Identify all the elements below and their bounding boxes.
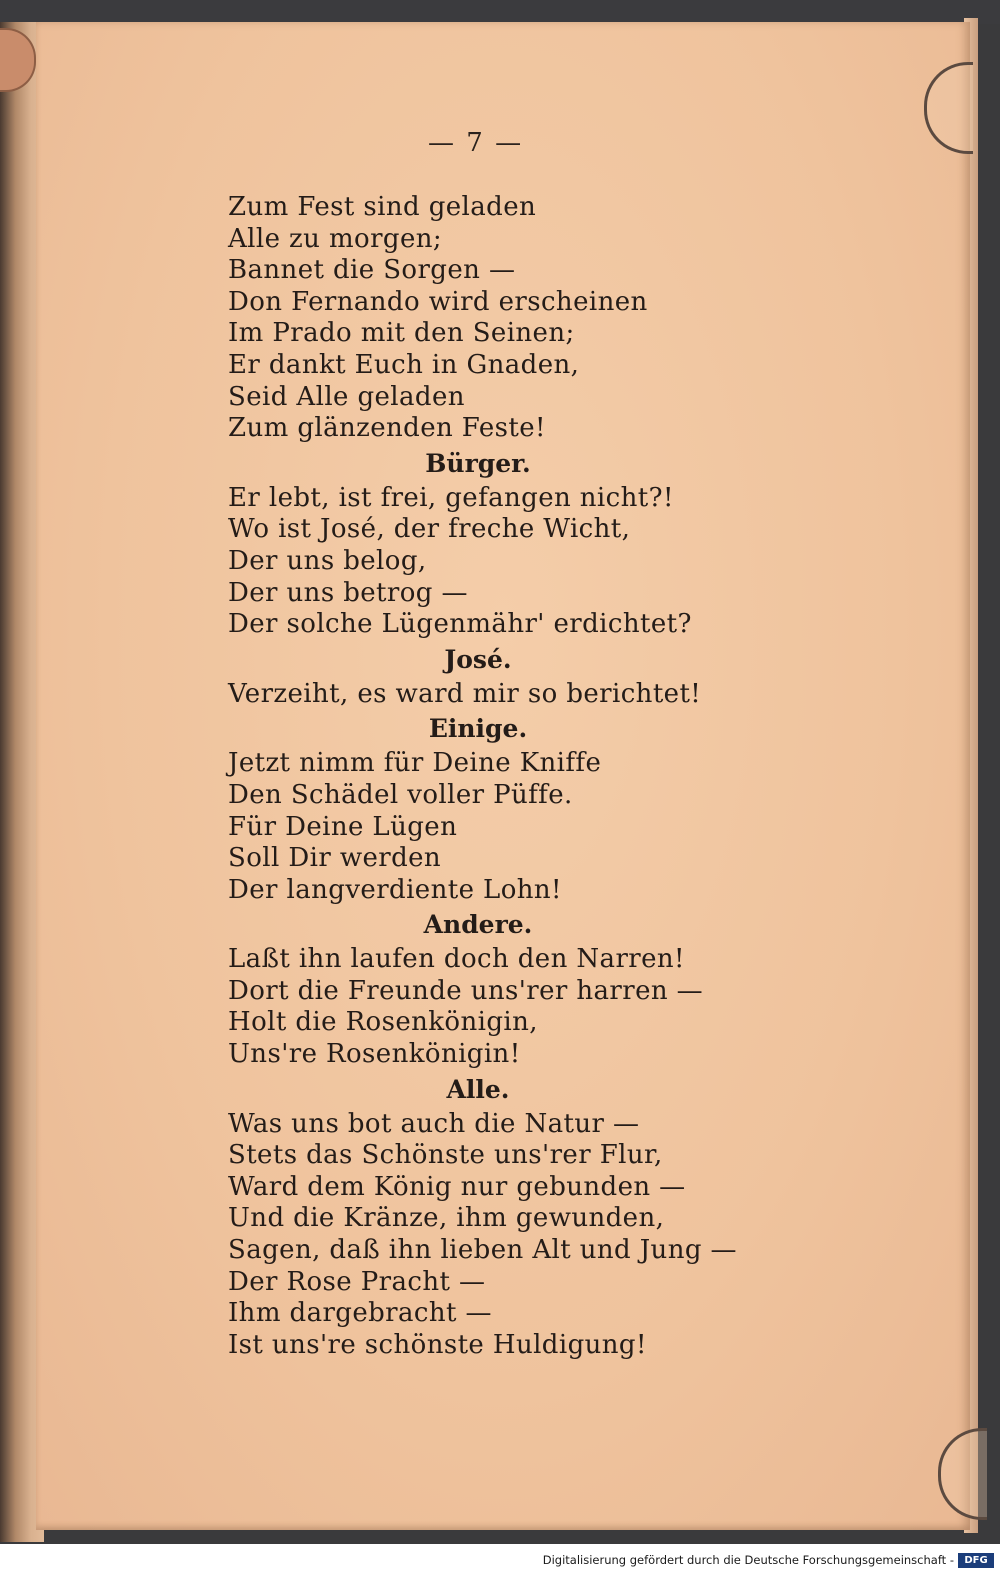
verse-line: Dort die Freunde uns'rer harren — — [228, 975, 704, 1006]
verse-line: Ihm dargebracht — — [228, 1298, 492, 1329]
verse-line: Verzeiht, es ward mir so berichtet! — [228, 678, 702, 709]
verse-line: Der langverdiente Lohn! — [228, 874, 562, 905]
verse-line: Sagen, daß ihn lieben Alt und Jung — — [228, 1235, 737, 1266]
verse-line: Laßt ihn laufen doch den Narren! — [228, 944, 685, 975]
verse-line: Seid Alle geladen — [228, 381, 465, 412]
verse-line: Bannet die Sorgen — — [228, 255, 516, 286]
verse-line: Der uns belog, — [228, 545, 427, 576]
speaker-heading-andere: Andere. — [423, 910, 533, 940]
speaker-heading-alle: Alle. — [446, 1074, 510, 1104]
funding-notice: Digitalisierung gefördert durch die Deutsche Forschungsgemeinschaft - — [542, 1553, 954, 1567]
verse-line: Den Schädel voller Püffe. — [228, 779, 573, 810]
verse-line: Ist uns're schönste Huldigung! — [228, 1329, 647, 1360]
verse-line: Zum Fest sind geladen — [228, 192, 537, 222]
verse-line: Im Prado mit den Seinen; — [228, 318, 575, 349]
verse-line: Was uns bot auch die Natur — — [228, 1108, 640, 1139]
scanner-background — [0, 0, 1000, 24]
dfg-logo: DFG — [958, 1553, 994, 1568]
verse-line: Jetzt nimm für Deine Kniffe — [228, 748, 602, 779]
stanza-1 — [228, 192, 768, 445]
verse-line: Der uns betrog — — [228, 577, 468, 608]
verse-line: Ward dem König nur gebunden — — [228, 1171, 686, 1202]
verse-line: Für Deine Lügen — [228, 811, 458, 842]
verse-line: Soll Dir werden — [228, 843, 442, 874]
verse-line: Wo ist José, der freche Wicht, — [228, 514, 631, 545]
verse-line: Er dankt Euch in Gnaden, — [228, 349, 580, 380]
verse-line: Der Rose Pracht — — [228, 1266, 486, 1297]
verse-line: Uns're Rosenkönigin! — [228, 1039, 521, 1070]
verse-line: Der solche Lügenmähr' erdichtet? — [228, 609, 692, 640]
verse-line: Er lebt, ist frei, gefangen nicht?! — [228, 482, 674, 513]
speaker-heading-buerger: Bürger. — [425, 448, 531, 478]
stanza-4 — [228, 748, 768, 906]
verse-line: Zum glänzenden Feste! — [228, 413, 546, 444]
verse-text — [228, 192, 768, 1402]
stanza-2 — [228, 483, 768, 641]
stanza-6 — [228, 1109, 768, 1362]
stanza-3 — [228, 679, 768, 711]
speaker-heading-einige: Einige. — [428, 714, 528, 744]
verse-line: Alle zu morgen; — [228, 223, 443, 254]
verse-line: Stets das Schönste uns'rer Flur, — [228, 1140, 663, 1171]
digitization-footer — [0, 1544, 1000, 1577]
verse-line: Holt die Rosenkönigin, — [228, 1007, 538, 1038]
page-number: — 7 — — [428, 128, 524, 158]
verse-line: Don Fernando wird erscheinen — [228, 286, 648, 317]
stanza-5 — [228, 944, 768, 1070]
verse-line: Und die Kränze, ihm gewunden, — [228, 1203, 665, 1234]
speaker-heading-jose: José. — [444, 644, 512, 674]
